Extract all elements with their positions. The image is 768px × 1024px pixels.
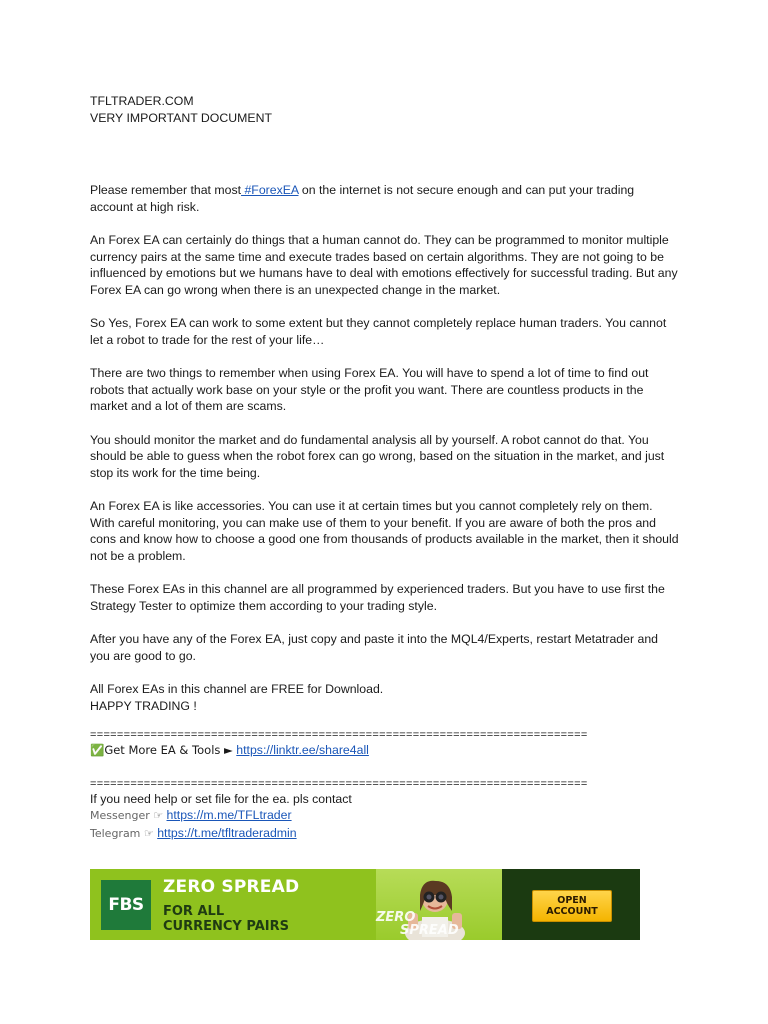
- paragraph-5: You should monitor the market and do fundamental analysis all by yourself. A robot cannot do that. You should be able to guess when the robot forex can go wrong, based on the situation in the market, and just stop its work for the time being.: [90, 432, 665, 480]
- telegram-row: [90, 825, 680, 843]
- paragraph-1: [90, 182, 680, 215]
- fbs-logo: FBS: [101, 880, 151, 930]
- banner-line-3: CURRENCY PAIRS: [163, 919, 289, 934]
- document-header: [90, 93, 680, 126]
- telegram-label: Telegram ☞: [90, 826, 154, 840]
- site-name: TFLTRADER.COM: [90, 94, 194, 108]
- get-more-label: ✅Get More EA & Tools ►: [90, 743, 233, 757]
- open-account-line-2: ACCOUNT: [546, 906, 598, 917]
- paragraph-8: After you have any of the Forex EA, just copy and paste it into the MQL4/Experts, restart Metatrader and you are good to go.: [90, 632, 658, 663]
- banner-line-2: FOR ALL: [163, 904, 225, 919]
- paragraph-2: An Forex EA can certainly do things that a human cannot do. They can be programmed to monitor multiple currency pairs at the same time and execute trades based on certain algorithms. They are not going to be influenced by emotions but we humans have to deal with emotions effectively for successful trading. But any Forex EA can go wrong when there is an unexpected change in the market.: [90, 233, 678, 297]
- free-download-note: All Forex EAs in this channel are FREE for Download.: [90, 682, 384, 696]
- separator-line: ==========================================================================: [90, 777, 588, 790]
- paragraph-1-rest: on the internet is not secure enough and can put your trading account at high risk.: [90, 183, 635, 214]
- document-body: [90, 93, 680, 842]
- open-account-button[interactable]: [532, 890, 612, 922]
- document-title: VERY IMPORTANT DOCUMENT: [90, 110, 272, 125]
- fbs-ad-banner[interactable]: [90, 869, 640, 940]
- linktree-link[interactable]: https://linktr.ee/share4all: [236, 743, 369, 757]
- get-more-row: [90, 742, 680, 759]
- paragraph-9: [90, 681, 680, 714]
- happy-trading-text: HAPPY TRADING !: [90, 698, 197, 713]
- banner-headline: ZERO SPREAD: [163, 877, 300, 897]
- separator-line: ==========================================================================: [90, 729, 588, 741]
- telegram-link[interactable]: https://t.me/tfltraderadmin: [157, 825, 297, 840]
- paragraph-6: An Forex EA is like accessories. You can use it at certain times but you cannot completely rely on them. With careful monitoring, you can make use of them to your benefit. If you are aware of both the pros and cons and know how to choose a good one from thousands of products available in the market, then it should not be a problem.: [90, 499, 679, 563]
- paragraph-4: There are two things to remember when using Forex EA. You will have to spend a lot of time to find out robots that actually work base on your style or the profit you want. There are countless products in the market and a lot of them are scams.: [90, 366, 649, 413]
- help-text: If you need help or set file for the ea. pls contact: [90, 791, 352, 806]
- paragraph-7: These Forex EAs in this channel are all programmed by experienced traders. But you have to use first the Strategy Tester to optimize them according to your trading style.: [90, 582, 665, 613]
- messenger-row: [90, 807, 680, 825]
- banner-overlay-spread: SPREAD: [400, 923, 459, 938]
- forexea-hashtag-link[interactable]: #ForexEA: [241, 183, 299, 197]
- paragraph-1-intro: Please remember that most: [90, 183, 242, 197]
- open-account-line-1: OPEN: [557, 895, 587, 906]
- messenger-link[interactable]: https://m.me/TFLtrader: [166, 808, 292, 822]
- banner-overlay-zero: ZERO: [376, 910, 416, 925]
- messenger-label: Messenger ☞: [90, 809, 164, 822]
- paragraph-3: So Yes, Forex EA can work to some extent but they cannot completely replace human traders. You cannot let a robot to trade for the rest of your life…: [90, 316, 667, 347]
